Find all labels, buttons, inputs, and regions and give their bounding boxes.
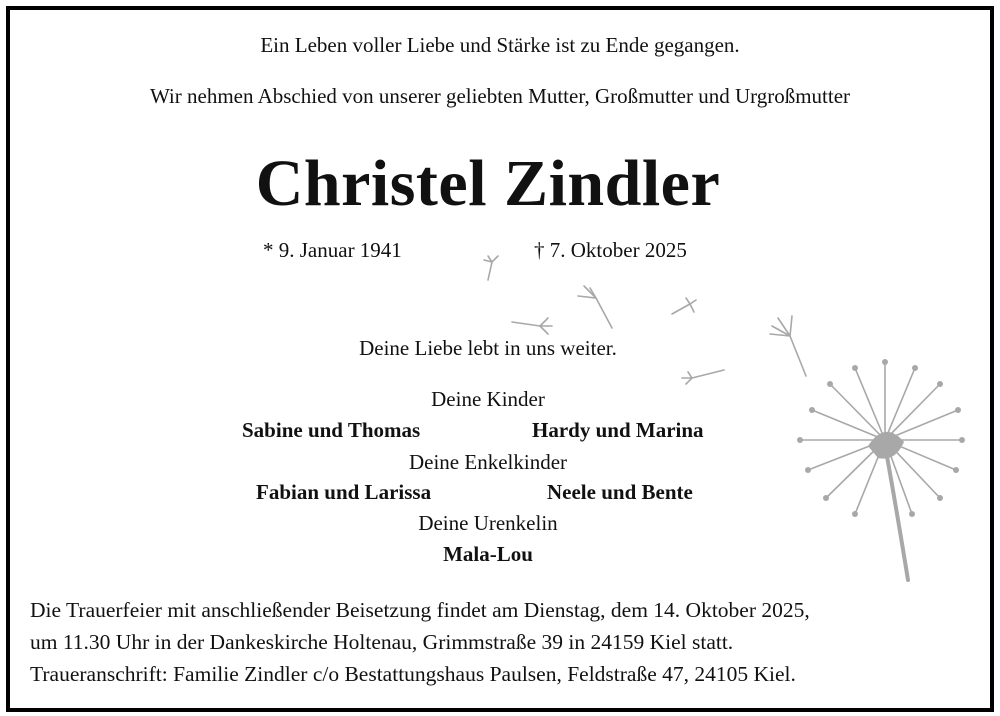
deceased-name: Christel Zindler bbox=[255, 147, 721, 220]
grandchildren-label: Deine Enkelkinder bbox=[408, 450, 568, 474]
dandelion-seed-icon bbox=[512, 318, 552, 334]
grandchildren-names-2: Neele und Bente bbox=[547, 480, 693, 504]
birth-date: * 9. Januar 1941 bbox=[263, 238, 402, 262]
children-names-2: Hardy und Marina bbox=[532, 418, 704, 442]
dandelion-seed-icon bbox=[682, 370, 724, 384]
funeral-info-line-2: um 11.30 Uhr in der Dankeskirche Holtenau, Grimmstraße 39 in 24159 Kiel statt. bbox=[30, 630, 734, 654]
great-grandchild-label: Deine Urenkelin bbox=[418, 511, 558, 535]
dandelion-seed-icon bbox=[484, 256, 498, 280]
dandelion-seed-icon bbox=[578, 286, 612, 328]
great-grandchild-name: Mala-Lou bbox=[443, 542, 533, 566]
dandelion-seed-icon bbox=[770, 316, 806, 376]
intro-line-1: Ein Leben voller Liebe und Stärke ist zu Ende gegangen. bbox=[260, 33, 740, 57]
dandelion-seed-icon bbox=[672, 298, 696, 314]
funeral-info-line-1: Die Trauerfeier mit anschließender Beisetzung findet am Dienstag, dem 14. Oktober 2025, bbox=[30, 598, 810, 622]
funeral-info-line-3: Traueranschrift: Familie Zindler c/o Bestattungshaus Paulsen, Feldstraße 47, 24105 Kiel. bbox=[30, 662, 796, 686]
motto: Deine Liebe lebt in uns weiter. bbox=[359, 336, 617, 360]
death-date: † 7. Oktober 2025 bbox=[534, 238, 687, 262]
children-names-1: Sabine und Thomas bbox=[242, 418, 421, 442]
intro-line-2: Wir nehmen Abschied von unserer geliebten Mutter, Großmutter und Urgroßmutter bbox=[149, 84, 851, 108]
grandchildren-names-1: Fabian und Larissa bbox=[256, 480, 432, 504]
children-label: Deine Kinder bbox=[431, 387, 545, 411]
